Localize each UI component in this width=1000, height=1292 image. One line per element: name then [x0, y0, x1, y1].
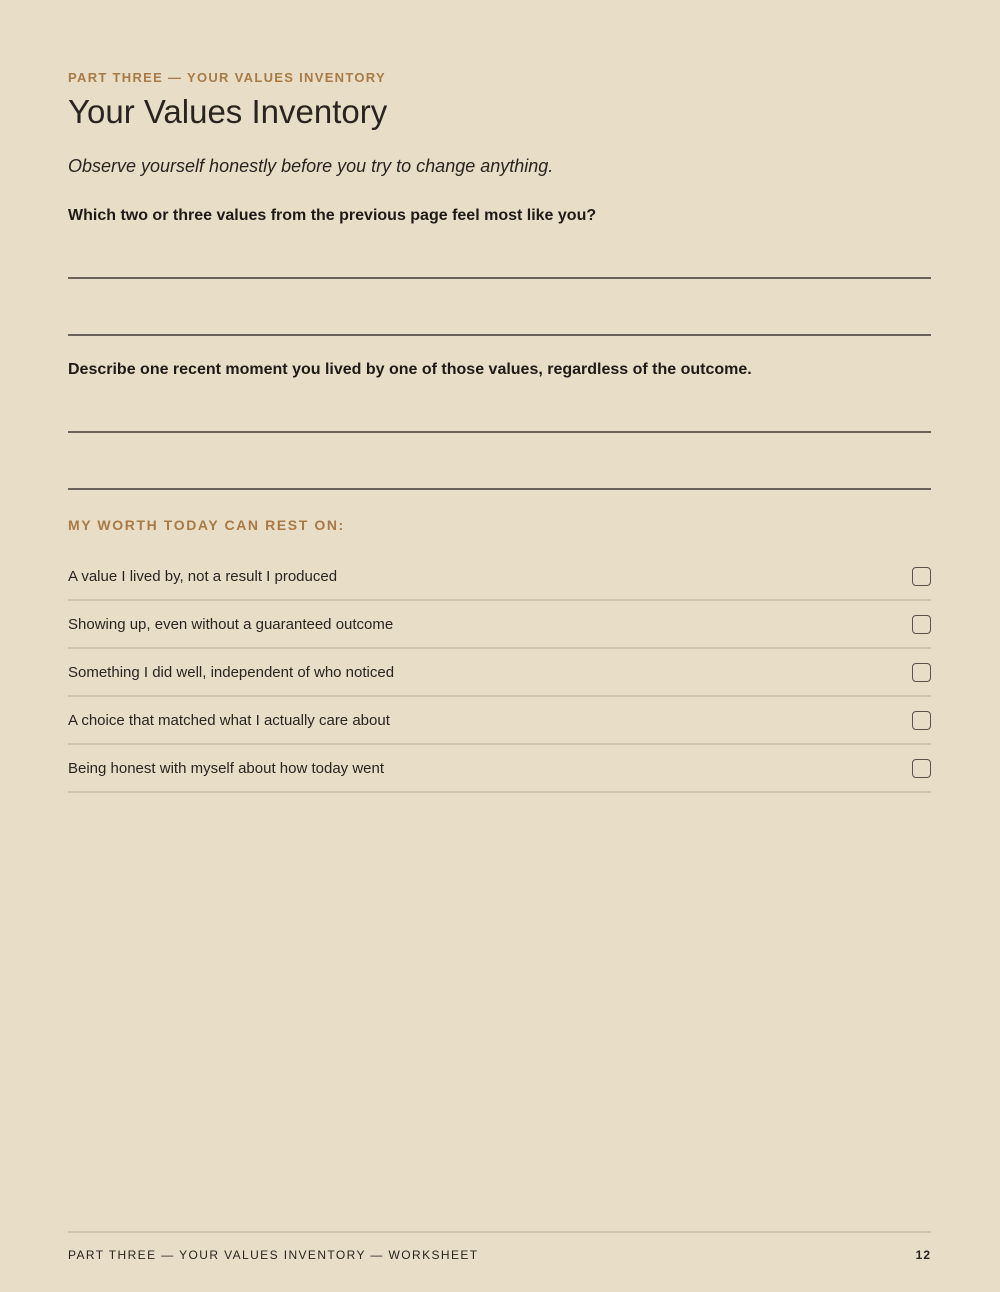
section-eyebrow: PART THREE — YOUR VALUES INVENTORY — [68, 70, 386, 85]
page-number: 12 — [915, 1248, 931, 1262]
checklist-item — [68, 745, 931, 793]
checkbox[interactable] — [912, 711, 931, 730]
page-subtitle: Observe yourself honestly before you try to change anything. — [68, 156, 554, 176]
checklist-item-text: Being honest with myself about how today went — [68, 759, 385, 777]
checklist-item — [68, 553, 931, 601]
worth-checklist — [68, 553, 931, 793]
page-title: Your Values Inventory — [68, 93, 388, 130]
footer-divider — [68, 1231, 931, 1233]
question-1-answer-line-2[interactable] — [68, 334, 931, 336]
question-2-answer-line-2[interactable] — [68, 488, 931, 490]
checkbox[interactable] — [912, 567, 931, 586]
checklist-item — [68, 601, 931, 649]
question-1-answer-line-1[interactable] — [68, 277, 931, 279]
checklist-item-text: Showing up, even without a guaranteed outcome — [68, 615, 394, 633]
checklist-item-text: A value I lived by, not a result I produced — [68, 567, 338, 585]
checklist-label: MY WORTH TODAY CAN REST ON: — [68, 517, 345, 533]
checklist-item-text: A choice that matched what I actually care about — [68, 711, 390, 729]
checkbox[interactable] — [912, 759, 931, 778]
checklist-item — [68, 649, 931, 697]
question-2-answer-line-1[interactable] — [68, 431, 931, 433]
checkbox[interactable] — [912, 615, 931, 634]
question-2-prompt: Describe one recent moment you lived by one of those values, regardless of the outcome. — [68, 361, 752, 378]
checklist-item — [68, 697, 931, 745]
checkbox[interactable] — [912, 663, 931, 682]
question-1-prompt: Which two or three values from the previous page feel most like you? — [68, 207, 597, 224]
worksheet-page — [68, 0, 931, 1292]
footer-running-title: PART THREE — YOUR VALUES INVENTORY — WORKSHEET — [68, 1248, 479, 1262]
checklist-item-text: Something I did well, independent of who noticed — [68, 663, 395, 681]
